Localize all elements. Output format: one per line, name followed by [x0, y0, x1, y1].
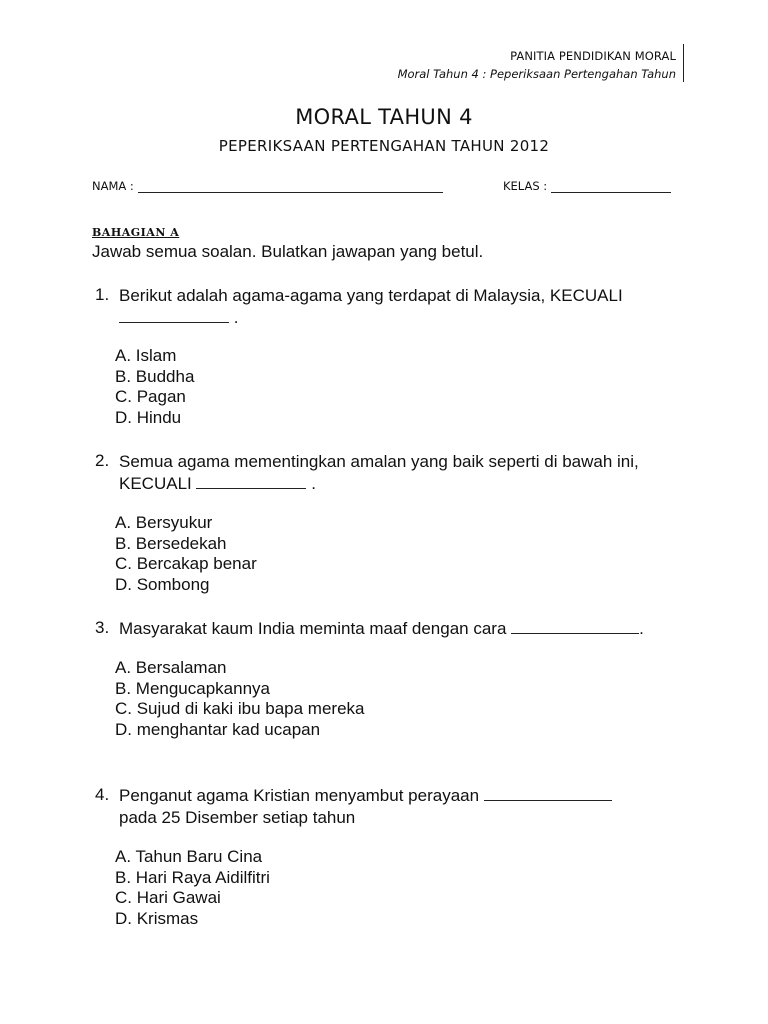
question-line: [119, 618, 679, 640]
answer-blank: [484, 786, 612, 801]
question-line: [119, 785, 679, 807]
option-a[interactable]: A. Bersalaman: [115, 658, 227, 677]
question-line: Berikut adalah agama-agama yang terdapat di Malaysia, KECUALI: [119, 286, 623, 305]
options: [115, 346, 194, 429]
question-number: 1.: [95, 285, 110, 304]
header-divider: [683, 44, 684, 82]
answer-blank: [119, 308, 229, 323]
page-header: [398, 47, 676, 83]
student-fields: [92, 179, 675, 199]
option-d[interactable]: D. Hindu: [115, 408, 182, 428]
option-b[interactable]: B. Mengucapkannya: [115, 678, 270, 698]
question-text: [119, 451, 679, 495]
answer-blank: [196, 474, 306, 489]
option-c[interactable]: C. Bercakap benar: [115, 554, 257, 574]
instruction-text: Jawab semua soalan. Bulatkan jawapan yang betul.: [92, 242, 484, 261]
option-b[interactable]: B. Bersedekah: [115, 533, 227, 553]
option-c[interactable]: C. Pagan: [115, 387, 186, 407]
question-punct: .: [311, 474, 316, 493]
question-line: Semua agama mementingkan amalan yang baik seperti di bawah ini,: [119, 452, 639, 471]
question-number: 4.: [95, 785, 110, 804]
option-d[interactable]: D. Sombong: [115, 575, 210, 595]
nama-blank-line[interactable]: [138, 180, 443, 193]
answer-blank: [511, 619, 639, 634]
question-line-text: Masyarakat kaum India meminta maaf dengan cara: [119, 619, 507, 638]
option-a[interactable]: A. Bersyukur: [115, 513, 213, 532]
nama-label: NAMA :: [92, 179, 134, 193]
kelas-blank-line[interactable]: [551, 180, 671, 193]
question-text: [119, 618, 679, 640]
option-c[interactable]: C. Sujud di kaki ibu bapa mereka: [115, 699, 365, 719]
nama-field[interactable]: [92, 179, 443, 193]
question-text: [119, 285, 679, 329]
kelas-label: KELAS :: [503, 179, 548, 193]
option-a[interactable]: A. Tahun Baru Cina: [115, 847, 263, 866]
options: [115, 847, 270, 930]
option-d[interactable]: D. Krismas: [115, 909, 199, 929]
option-d[interactable]: D. menghantar kad ucapan: [115, 720, 321, 740]
option-b[interactable]: B. Hari Raya Aidilfitri: [115, 867, 270, 887]
section-heading: BAHAGIAN A: [92, 226, 180, 239]
question-punct: .: [639, 619, 644, 638]
question-line-2: [119, 307, 679, 329]
question-number: 3.: [95, 618, 110, 637]
question-line-2: pada 25 Disember setiap tahun: [119, 808, 356, 827]
header-org: PANITIA PENDIDIKAN MORAL: [510, 49, 676, 63]
question-keyword: KECUALI: [119, 474, 192, 493]
page-title: MORAL TAHUN 4: [295, 105, 473, 129]
question-line-text: Penganut agama Kristian menyambut perayaan: [119, 786, 480, 805]
question-line-2: [119, 473, 679, 495]
option-c[interactable]: C. Hari Gawai: [115, 888, 221, 908]
page-subtitle: PEPERIKSAAN PERTENGAHAN TAHUN 2012: [218, 137, 550, 155]
options: [115, 513, 257, 596]
option-b[interactable]: B. Buddha: [115, 366, 195, 386]
kelas-field[interactable]: [503, 179, 671, 193]
option-a[interactable]: A. Islam: [115, 346, 177, 365]
question-text: [119, 785, 679, 829]
question-number: 2.: [95, 451, 110, 470]
question-punct: .: [233, 308, 239, 327]
header-subtitle: Moral Tahun 4 : Peperiksaan Pertengahan Tahun: [397, 67, 676, 81]
options: [115, 658, 364, 741]
